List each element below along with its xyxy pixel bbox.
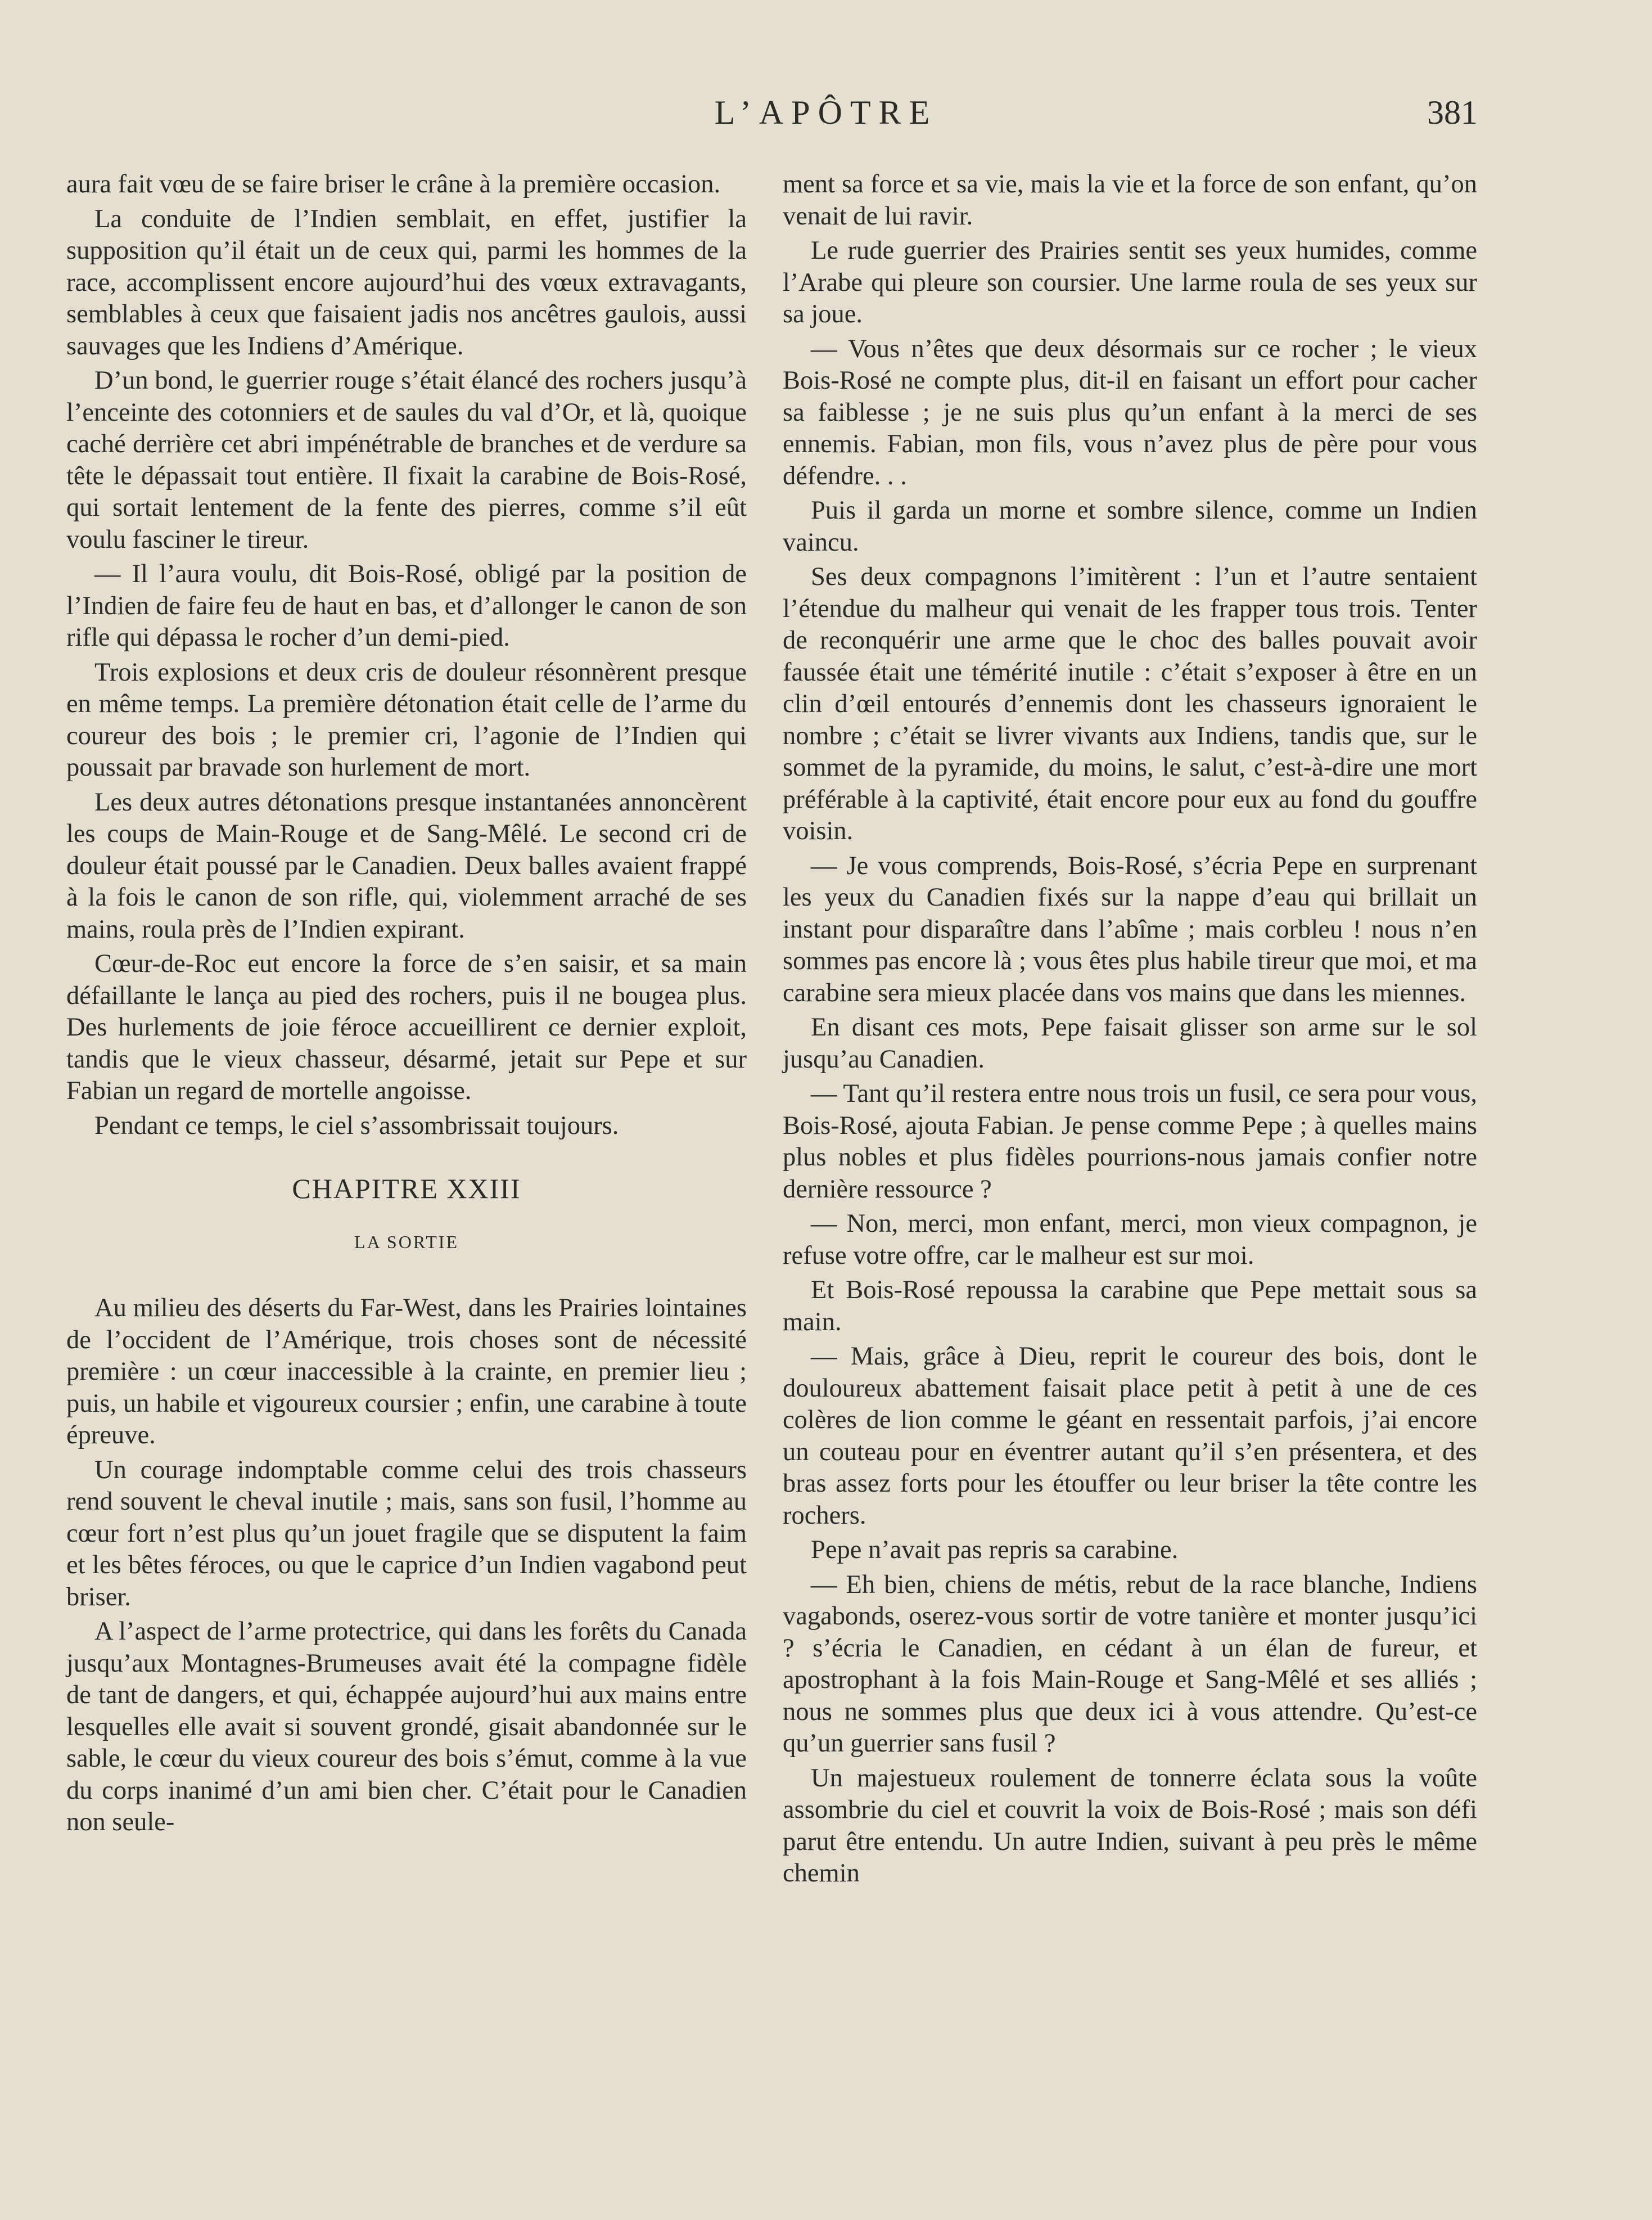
paragraph: — Vous n’êtes que deux désormais sur ce rocher ; le vieux Bois-Rosé ne compte plus, dit-il en faisant un effort pour cacher sa faiblesse ; je ne suis plus qu’un enfant à la merci de ses ennemis. Fabian, mon fils, vous n’avez plus de père pour vous défendre. . . — [783, 334, 1477, 490]
right-column — [783, 169, 1477, 1893]
paragraph: Un majestueux roulement de tonnerre éclata sous la voûte assombrie du ciel et couvrit la voix de Bois-Rosé ; mais son défi parut être entendu. Un autre Indien, suivant à peu près le même chemin — [783, 1763, 1477, 1888]
paragraph: D’un bond, le guerrier rouge s’était élancé des rochers jusqu’à l’enceinte des cotonniers et de saules du val d’Or, et là, quoique caché derrière cet abri impénétrable de branches et de verdure sa tête le dépassait tout entière. Il fixait la carabine de Bois-Rosé, qui sortait lentement de la fente des pierres, comme s’il eût voulu fasciner le tireur. — [66, 366, 747, 554]
paragraph: — Tant qu’il restera entre nous trois un fusil, ce sera pour vous, Bois-Rosé, ajouta Fabian. Je pense comme Pepe ; à quelles mains plus nobles et plus fidèles pourrions-nous jamais confier notre dernière ressource ? — [783, 1079, 1477, 1204]
paragraph: Au milieu des déserts du Far-West, dans les Prairies lointaines de l’occident de l’Amérique, trois choses sont de nécessité première : un cœur inaccessible à la crainte, en premier lieu ; puis, un habile et vigoureux coursier ; enfin, une carabine à toute épreuve. — [66, 1294, 747, 1449]
paragraph: Le rude guerrier des Prairies sentit ses yeux humides, comme l’Arabe qui pleure son coursier. Une larme roula de ses yeux sur sa joue. — [783, 236, 1477, 328]
paragraph: Puis il garda un morne et sombre silence, comme un Indien vaincu. — [783, 496, 1477, 557]
running-title: L’APÔTRE — [714, 94, 938, 131]
paragraph: La conduite de l’Indien semblait, en effet, justifier la supposition qu’il était un de ceux qui, parmi les hommes de la race, accomplissent encore aujourd’hui des vœux extravagants, semblables à ceux que faisaient jadis nos ancêtres gaulois, aussi sauvages que les Indiens d’Amérique. — [66, 204, 747, 361]
paragraph: aura fait vœu de se faire briser le crâne à la première occasion. — [66, 170, 721, 199]
paragraph: Ses deux compagnons l’imitèrent : l’un et l’autre sentaient l’étendue du malheur qui venait de les frapper tous trois. Tenter de reconquérir une arme que le choc des balles pouvait avoir faussée était une témérité inutile : c’était s’exposer à être en un clin d’œil entourés d’ennemis dont les chasseurs ignoraient le nombre ; c’était se livrer vivants aux Indiens, tandis que, sur le sommet de la pyramide, du moins, le salut, c’est-à-dire une mort préférable à la captivité, était encore pour eux au fond du gouffre voisin. — [783, 562, 1477, 845]
paragraph: Cœur-de-Roc eut encore la force de s’en saisir, et sa main défaillante le lança au pied des rochers, puis il ne bougea plus. Des hurlements de joie féroce accueillirent ce dernier exploit, tandis que le vieux chasseur, désarmé, jetait sur Pepe et sur Fabian un regard de mortelle angoisse. — [66, 949, 747, 1105]
left-column — [66, 169, 747, 1841]
paragraph: Pendant ce temps, le ciel s’assombrissait toujours. — [94, 1111, 619, 1140]
page-number: 381 — [1427, 94, 1478, 131]
chapter-subtitle: LA SORTIE — [354, 1231, 459, 1252]
chapter-title: CHAPITRE XXIII — [292, 1173, 521, 1204]
paragraph: Pepe n’avait pas repris sa carabine. — [811, 1535, 1179, 1564]
paragraph: — Non, merci, mon enfant, merci, mon vieux compagnon, je refuse votre offre, car le malheur est sur moi. — [783, 1209, 1477, 1270]
paragraph: En disant ces mots, Pepe faisait glisser son arme sur le sol jusqu’au Canadien. — [783, 1013, 1477, 1074]
paragraph: Un courage indomptable comme celui des trois chasseurs rend souvent le cheval inutile ; mais, sans son fusil, l’homme au cœur fort n’est plus qu’un jouet fragile que se disputent la faim et les bêtes féroces, ou que le caprice d’un Indien vagabond peut briser. — [66, 1455, 747, 1611]
paragraph: — Je vous comprends, Bois-Rosé, s’écria Pepe en surprenant les yeux du Canadien fixés sur la nappe d’eau qui brillait un instant pour disparaître dans l’abîme ; mais corbleu ! nous n’en sommes pas encore là ; vous êtes plus habile tireur que moi, et ma carabine sera mieux placée dans vos mains que dans les miennes. — [783, 851, 1477, 1007]
paragraph: Trois explosions et deux cris de douleur résonnèrent presque en même temps. La première détonation était celle de l’arme du coureur des bois ; le premier cri, l’agonie de l’Indien qui poussait par bravade son hurlement de mort. — [66, 658, 747, 782]
paragraph: — Eh bien, chiens de métis, rebut de la race blanche, Indiens vagabonds, oserez-vous sortir de votre tanière et monter jusqu’ici ? s’écria le Canadien, en cédant à un élan de fureur, et apostrophant à la fois Main-Rouge et Sang-Mêlé et ses alliés ; nous ne sommes plus que deux ici à vous attendre. Qu’est-ce qu’un guerrier sans fusil ? — [783, 1570, 1477, 1758]
paragraph: ment sa force et sa vie, mais la vie et la force de son enfant, qu’on venait de lui ravir. — [783, 170, 1477, 231]
paragraph: A l’aspect de l’arme protectrice, qui dans les forêts du Canada jusqu’aux Montagnes-Brumeuses avait été la compagne fidèle de tant de dangers, et qui, échappée aujourd’hui aux mains entre lesquelles elle avait si souvent grondé, gisait abandonnée sur le sable, le cœur du vieux coureur des bois s’émut, comme à la vue du corps inanimé d’un ami bien cher. C’était pour le Canadien non seule- — [66, 1617, 747, 1836]
paragraph: — Il l’aura voulu, dit Bois-Rosé, obligé par la position de l’Indien de faire feu de haut en bas, et d’allonger le canon de son rifle qui dépassa le rocher d’un demi-pied. — [66, 560, 747, 652]
paragraph: Les deux autres détonations presque instantanées annoncèrent les coups de Main-Rouge et de Sang-Mêlé. Le second cri de douleur était poussé par le Canadien. Deux balles avaient frappé à la fois le canon de son rifle, qui, violemment arraché de ses mains, roula près de l’Indien expirant. — [66, 787, 747, 944]
paragraph: — Mais, grâce à Dieu, reprit le coureur des bois, dont le douloureux abattement faisait place petit à petit à une de ces colères de lion comme le géant en ressentait parfois, j’ai encore un couteau pour en éventrer autant qu’il s’en présentera, et des bras assez forts pour les étouffer ou leur briser la tête contre les rochers. — [783, 1342, 1477, 1530]
paragraph: Et Bois-Rosé repoussa la carabine que Pepe mettait sous sa main. — [783, 1276, 1477, 1336]
page-header — [0, 89, 1652, 139]
